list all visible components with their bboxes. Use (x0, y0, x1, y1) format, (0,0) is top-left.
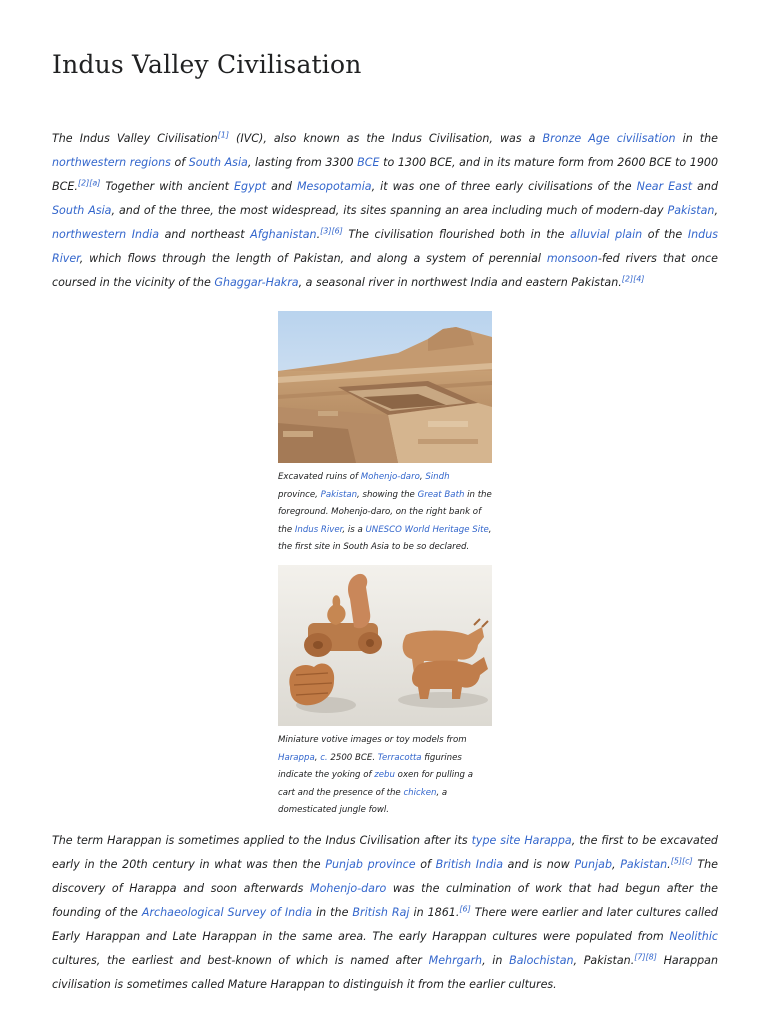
link-indus-river[interactable]: Indus River (294, 524, 343, 535)
link-zebu[interactable]: zebu (374, 770, 395, 781)
reference-superscript (320, 226, 343, 235)
text-run: , a seasonal river in northwest India and eastern Pakistan. (298, 276, 622, 289)
text-run: , is a (342, 524, 366, 535)
text-run: -fed rivers that once coursed in the vicinity of the (52, 252, 718, 289)
link-c[interactable]: c. (320, 752, 328, 763)
link-pakistan[interactable]: Pakistan (320, 489, 358, 500)
text-run: in the (312, 906, 353, 919)
text-run: and is now (503, 858, 575, 871)
text-run: , Pakistan. (573, 954, 635, 967)
text-run: The civilisation flourished both in the (342, 228, 571, 241)
link-alluvial-plain[interactable]: alluvial plain (570, 228, 643, 241)
link-afghanistan[interactable]: Afghanistan (250, 228, 317, 241)
link-great-bath[interactable]: Great Bath (417, 489, 465, 500)
harappan-paragraph (52, 829, 718, 997)
link-chicken[interactable]: chicken (403, 787, 437, 798)
text-run: , a domesticated jungle fowl. (278, 787, 448, 816)
text-run: in the (675, 132, 718, 145)
text-run: and (692, 180, 718, 193)
reference-link[interactable]: [6] (459, 904, 471, 914)
text-run: , (714, 204, 718, 217)
link-terracotta[interactable]: Terracotta (377, 752, 422, 763)
link-bronze-age-civilisation[interactable]: Bronze Age civilisation (542, 132, 676, 145)
text-run: , (419, 472, 426, 482)
text-run: , the first to be excavated early in the 20th century in what was then the (52, 834, 718, 871)
link-harappa[interactable]: Harappa (278, 752, 315, 763)
text-run: province, (278, 489, 321, 500)
figure-terracotta-figurines (278, 565, 492, 820)
link-balochistan[interactable]: Balochistan (509, 954, 574, 967)
text-run: cultures, the earliest and best-known of which is named after (52, 954, 429, 967)
link-northwestern-regions[interactable]: northwestern regions (52, 156, 171, 169)
text-run: Miniature votive images or toy models from (278, 735, 467, 745)
text-run: figurines indicate the yoking of (278, 752, 462, 781)
link-world-heritage-site[interactable]: World Heritage Site (404, 524, 489, 535)
text-run: Harappan civilisation is sometimes called Mature Harappan to distinguish it from the earlier cultures. (52, 954, 718, 991)
reference-superscript (634, 952, 657, 961)
text-run: to 1300 BCE, and in its mature form from 2600 BCE to 1900 BCE. (52, 156, 719, 193)
reference-superscript (218, 130, 229, 139)
text-run: The discovery of Harappa and soon afterwards (52, 858, 718, 895)
text-run: 2500 BCE. (327, 752, 378, 763)
link-british-raj[interactable]: British Raj (352, 906, 410, 919)
link-mesopotamia[interactable]: Mesopotamia (296, 180, 372, 193)
reference-superscript (459, 904, 470, 913)
text-run: , (612, 858, 621, 871)
reference-superscript (671, 856, 693, 865)
link-sindh[interactable]: Sindh (425, 472, 450, 482)
link-monsoon[interactable]: monsoon (546, 252, 598, 265)
text-run: , which flows through the length of Pakistan, and along a system of perennial (79, 252, 547, 265)
link-type-site[interactable]: type site (471, 834, 521, 847)
reference-superscript (622, 274, 645, 283)
text-run: and northeast (159, 228, 251, 241)
text-run: There were earlier and later cultures called Early Harappan and Late Harappan in the same area. The early Harappan cultures were populated from (52, 906, 718, 943)
reference-link[interactable]: [3][6] (320, 226, 343, 236)
text-run: , the first site in South Asia to be so declared. (278, 524, 492, 553)
reference-superscript (78, 178, 100, 187)
text-run: . (316, 228, 321, 241)
link-northwestern-india[interactable]: northwestern India (52, 228, 160, 241)
figure-mohenjo-daro-caption (278, 469, 492, 557)
text-run: in 1861. (409, 906, 460, 919)
text-run: Together with ancient (100, 180, 235, 193)
text-run: . (667, 858, 671, 871)
text-run: , lasting from 3300 (247, 156, 358, 169)
reference-link[interactable]: [2][4] (621, 274, 645, 284)
intro-paragraph (52, 127, 718, 295)
link-egypt[interactable]: Egypt (234, 180, 267, 193)
link-punjab-province[interactable]: Punjab province (325, 858, 416, 871)
link-unesco[interactable]: UNESCO (365, 524, 402, 535)
text-run: (IVC), also known as the Indus Civilisation, was a (229, 132, 543, 145)
text-run: was the culmination of work that had begun after the founding of the (52, 882, 719, 919)
link-harappa[interactable]: Harappa (524, 834, 572, 847)
link-neolithic[interactable]: Neolithic (669, 930, 718, 943)
link-indus-river[interactable]: Indus River (52, 228, 718, 265)
link-pakistan[interactable]: Pakistan (667, 204, 715, 217)
page-title: Indus Valley Civilisation (52, 50, 362, 79)
text-run: of (170, 156, 189, 169)
terracotta-figurines-photo[interactable] (278, 565, 492, 726)
link-mehrgarh[interactable]: Mehrgarh (428, 954, 483, 967)
figure-terracotta-caption (278, 732, 492, 820)
link-near-east[interactable]: Near East (636, 180, 693, 193)
reference-link[interactable]: [1] (217, 130, 229, 140)
link-mohenjo-daro[interactable]: Mohenjo-daro (310, 882, 387, 895)
text-run: Excavated ruins of (278, 472, 361, 482)
text-run: and (266, 180, 297, 193)
text-run: in the foreground. Mohenjo-daro, on the right bank of the (278, 489, 492, 535)
link-south-asia[interactable]: South Asia (188, 156, 248, 169)
link-ghaggar-hakra[interactable]: Ghaggar-Hakra (214, 276, 299, 289)
text-run: , in (482, 954, 510, 967)
link-bce[interactable]: BCE (357, 156, 380, 169)
text-run: , and of the three, the most widespread, its sites spanning an area including much of modern-day (111, 204, 668, 217)
text-run: of the (642, 228, 688, 241)
link-archaeological-survey-of-india[interactable]: Archaeological Survey of India (141, 906, 313, 919)
link-punjab[interactable]: Punjab (574, 858, 612, 871)
text-run: The Indus Valley Civilisation (52, 132, 218, 145)
text-run: of (415, 858, 436, 871)
link-south-asia[interactable]: South Asia (52, 204, 112, 217)
link-british-india[interactable]: British India (435, 858, 504, 871)
text-run: , showing the (357, 489, 418, 500)
text-run: , (314, 752, 321, 763)
link-pakistan[interactable]: Pakistan (620, 858, 668, 871)
link-mohenjo-daro[interactable]: Mohenjo-daro (360, 472, 420, 482)
text-run: The term Harappan is sometimes applied to the Indus Civilisation after its (52, 834, 472, 847)
reference-link[interactable]: [5][c] (670, 856, 693, 866)
text-run: , it was one of three early civilisations of the (371, 180, 637, 193)
reference-link[interactable]: [2][a] (77, 178, 101, 188)
reference-link[interactable]: [7][8] (634, 952, 657, 962)
mohenjo-daro-ruins-photo[interactable] (278, 311, 492, 463)
text-run: oxen for pulling a cart and the presence of the (278, 770, 474, 798)
figure-mohenjo-daro (278, 311, 492, 557)
